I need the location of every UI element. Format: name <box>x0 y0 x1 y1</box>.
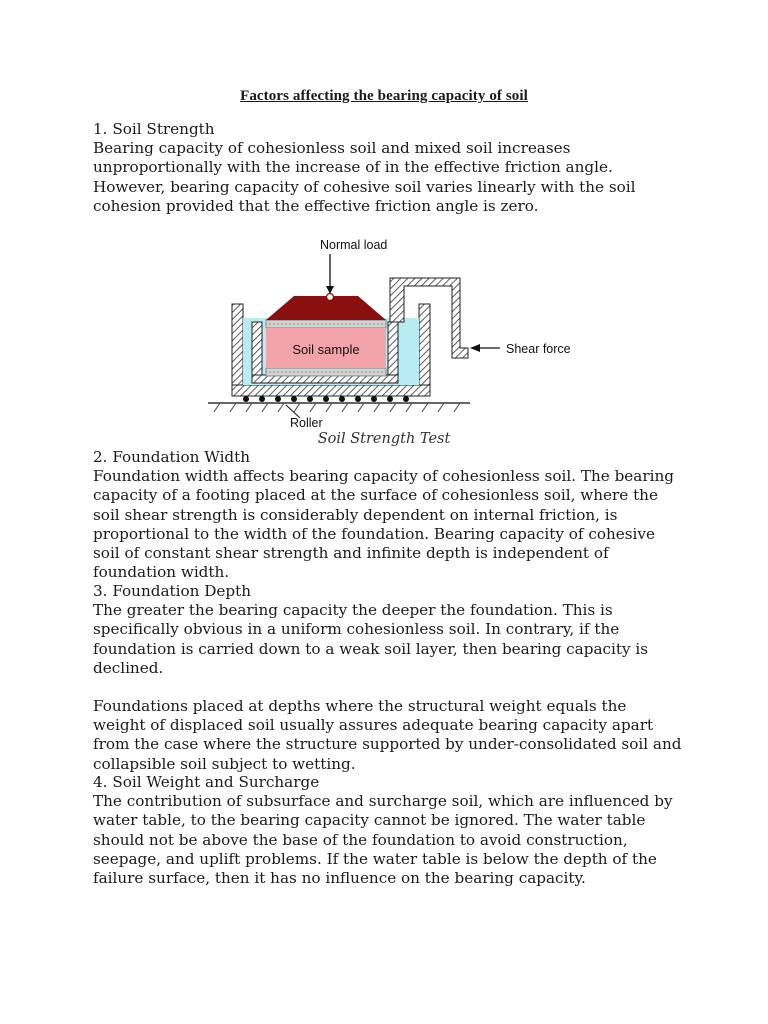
roller-label: Roller <box>290 416 323 430</box>
section-paragraph: Foundations placed at depths where the structural weight equals the weight of displaced soil usually assures adequate bearing capacity apart from the case where the structure supported by under-consolidated soil and collapsible soil subject to wetting. <box>93 697 682 773</box>
section-heading: 3. Foundation Depth <box>93 582 251 600</box>
section-heading: 1. Soil Strength <box>93 120 215 138</box>
section-paragraph: The greater the bearing capacity the deeper the foundation. This is specifically obvious in a uniform cohesionless soil. In contrary, if the foundation is carried down to a weak soil layer, then bearing capacity is declined. <box>93 601 649 677</box>
shear-force-annotation <box>470 340 590 360</box>
shear-box-diagram <box>208 230 470 430</box>
section-soil-strength <box>93 120 683 216</box>
load-point <box>327 294 334 301</box>
rollers <box>243 396 409 402</box>
top-porous-stone <box>266 320 386 328</box>
section-paragraph: Foundation width affects bearing capacity of cohesionless soil. The bearing capacity of a footing placed at the surface of cohesionless soil, where the soil shear strength is considerably dependent on internal friction, is proportional to the width of the foundation. Bearing capacity of cohesive soil of constant shear strength and infinite depth is independent of foundation width. <box>93 467 674 582</box>
load-cap <box>266 296 386 320</box>
soil-sample-label: Soil sample <box>292 342 360 357</box>
document-title: Factors affecting the bearing capacity of soil <box>240 88 528 104</box>
bottom-porous-stone <box>266 368 386 376</box>
section-foundation-depth <box>93 582 683 774</box>
section-heading: 4. Soil Weight and Surcharge <box>93 773 320 791</box>
section-foundation-width <box>93 448 683 582</box>
section-paragraph: The contribution of subsurface and surcharge soil, which are influenced by water table, to the bearing capacity cannot be ignored. The water table should not be above the base of the foundation to avoid construction, seepage, and uplift problems. If the water table is below the depth of the failure surface, then it has no influence on the bearing capacity. <box>93 792 673 888</box>
section-heading: 2. Foundation Width <box>93 448 251 466</box>
ground-hatch <box>214 403 460 412</box>
figure-caption: Soil Strength Test <box>317 431 451 447</box>
shear-force-label: Shear force <box>506 342 571 356</box>
section-paragraph: Bearing capacity of cohesionless soil and mixed soil increases unproportionally with the increase of in the effective friction angle. However, bearing capacity of cohesive soil varies linearly with the soil cohesion provided that the effective friction angle is zero. <box>93 139 636 215</box>
normal-load-label: Normal load <box>320 238 388 252</box>
soil-strength-test-figure <box>208 230 470 430</box>
section-soil-weight-surcharge <box>93 773 683 888</box>
normal-load-arrowhead <box>326 286 334 294</box>
